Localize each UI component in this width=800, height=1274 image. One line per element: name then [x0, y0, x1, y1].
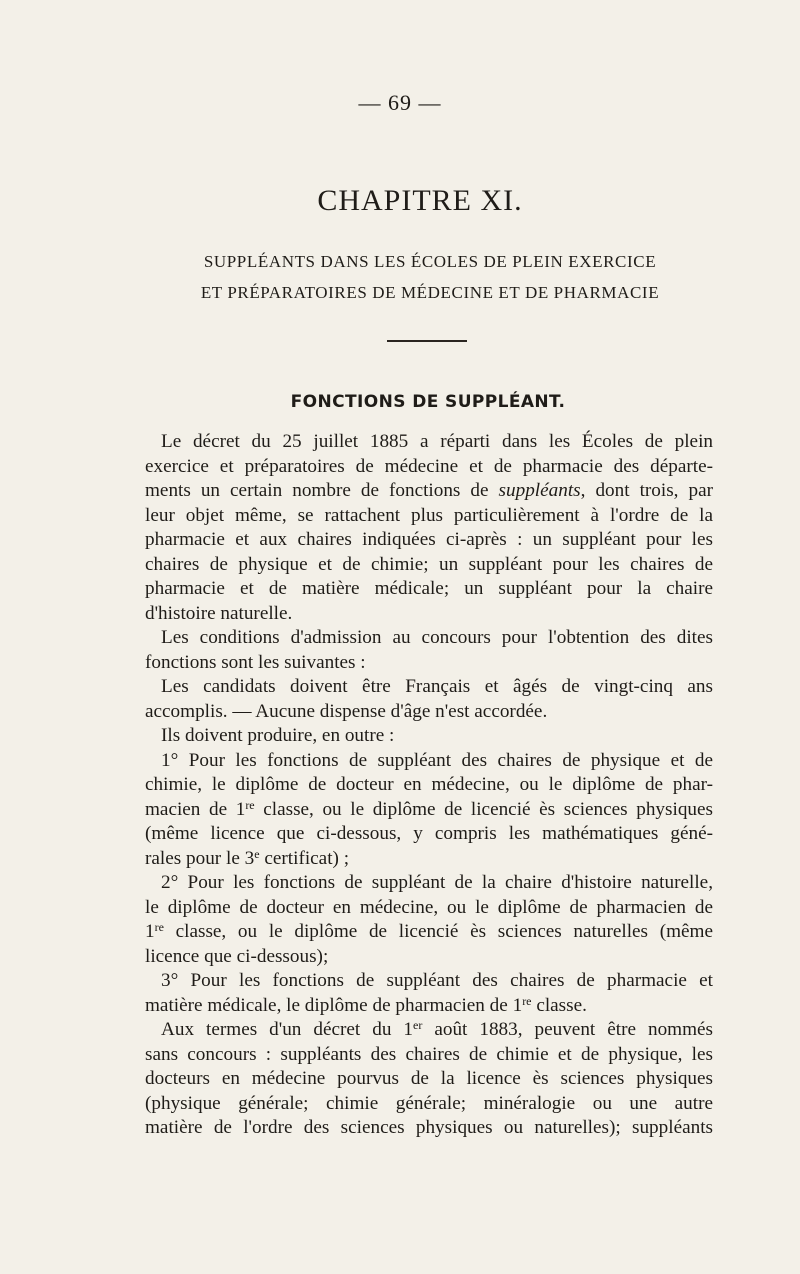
text-line: pharmacie et aux chaires indiquées ci-après : un suppléant pour les [145, 529, 713, 550]
text-line [145, 479, 713, 504]
text-line: le diplôme de docteur en médecine, ou le diplôme de pharmacien de [145, 896, 713, 918]
text-line: docteurs en médecine pourvus de la licence ès sciences physiques [145, 1068, 713, 1089]
section-title: FONCTIONS DE SUPPLÉANT. [290, 392, 566, 412]
text-run: classe, ou le diplôme de licencié ès sciences naturelles (même [163, 921, 713, 942]
text-line: 3° Pour les fonctions de suppléant des chaires de pharmacie et [161, 970, 713, 991]
text-line: (physique générale; chimie générale; minéralogie ou une autre [145, 1092, 713, 1114]
superscript: e [254, 846, 260, 861]
text-run: macien de 1 [145, 798, 246, 820]
text-line [145, 994, 713, 1019]
superscript: re [245, 797, 255, 812]
text-run: Aux termes d'un décret du 1 [161, 1019, 414, 1040]
text-line: Les candidats doivent être Français et âgés de vingt-cinq ans [161, 676, 713, 697]
text-line: accomplis. — Aucune dispense d'âge n'est accordée. [145, 700, 548, 722]
text-line: Ils doivent produire, en outre : [161, 725, 395, 746]
text-line: Les conditions d'admission au concours pour l'obtention des dites [161, 627, 713, 648]
text-run: rales pour le 3 [145, 847, 255, 869]
text-run: , dont trois, par [580, 480, 713, 501]
chapter-subtitle-line-1: SUPPLÉANTS DANS LES ÉCOLES DE PLEIN EXERCICE [203, 252, 657, 271]
text-run: 1 [145, 921, 155, 942]
text-line: d'histoire naturelle. [145, 602, 293, 624]
superscript: re [522, 993, 532, 1008]
text-line [145, 1018, 713, 1043]
text-line: leur objet même, se rattachent plus particulièrement à l'ordre de la [145, 504, 713, 526]
text-line: sans concours : suppléants des chaires de chimie et de physique, les [145, 1043, 713, 1065]
page-number: — 69 — [358, 90, 442, 115]
italic-term: suppléants [498, 480, 581, 501]
text-run: août 1883, peuvent être nommés [422, 1019, 713, 1040]
superscript: er [413, 1018, 423, 1032]
title-divider [387, 340, 467, 342]
text-line: (même licence que ci-dessous, y compris les mathématiques géné- [145, 823, 713, 844]
text-run: classe, ou le diplôme de licencié ès sciences physiques [254, 798, 713, 820]
text-line [145, 798, 713, 823]
chapter-subtitle-line-2: ET PRÉPARATOIRES DE MÉDECINE ET DE PHARMACIE [200, 283, 660, 302]
text-line [145, 920, 713, 945]
text-run: certificat) ; [259, 847, 350, 869]
text-line: 2° Pour les fonctions de suppléant de la chaire d'histoire naturelle, [161, 872, 713, 893]
text-line: licence que ci-dessous); [145, 945, 329, 967]
chapter-title: CHAPITRE XI. [317, 184, 523, 217]
text-run: ments un certain nombre de fonctions de [145, 480, 499, 501]
text-line: fonctions sont les suivantes : [145, 651, 366, 673]
text-line: chimie, le diplôme de docteur en médecine, ou le diplôme de phar- [145, 774, 713, 795]
text-line: chaires de physique et de chimie; un suppléant pour les chaires de [145, 553, 713, 575]
text-line [145, 847, 713, 872]
text-run: matière médicale, le diplôme de pharmacien de 1 [145, 994, 523, 1016]
text-line: Le décret du 25 juillet 1885 a réparti dans les Écoles de plein [161, 431, 713, 452]
body-text [145, 430, 713, 1141]
superscript: re [154, 920, 164, 934]
text-line: matière de l'ordre des sciences physiques ou naturelles); suppléants [145, 1117, 713, 1138]
text-line: pharmacie et de matière médicale; un suppléant pour la chaire [145, 578, 713, 599]
text-run: classe. [531, 994, 587, 1016]
text-line: 1° Pour les fonctions de suppléant des chaires de physique et de [161, 749, 713, 771]
text-line: exercice et préparatoires de médecine et de pharmacie des départe- [145, 455, 713, 477]
